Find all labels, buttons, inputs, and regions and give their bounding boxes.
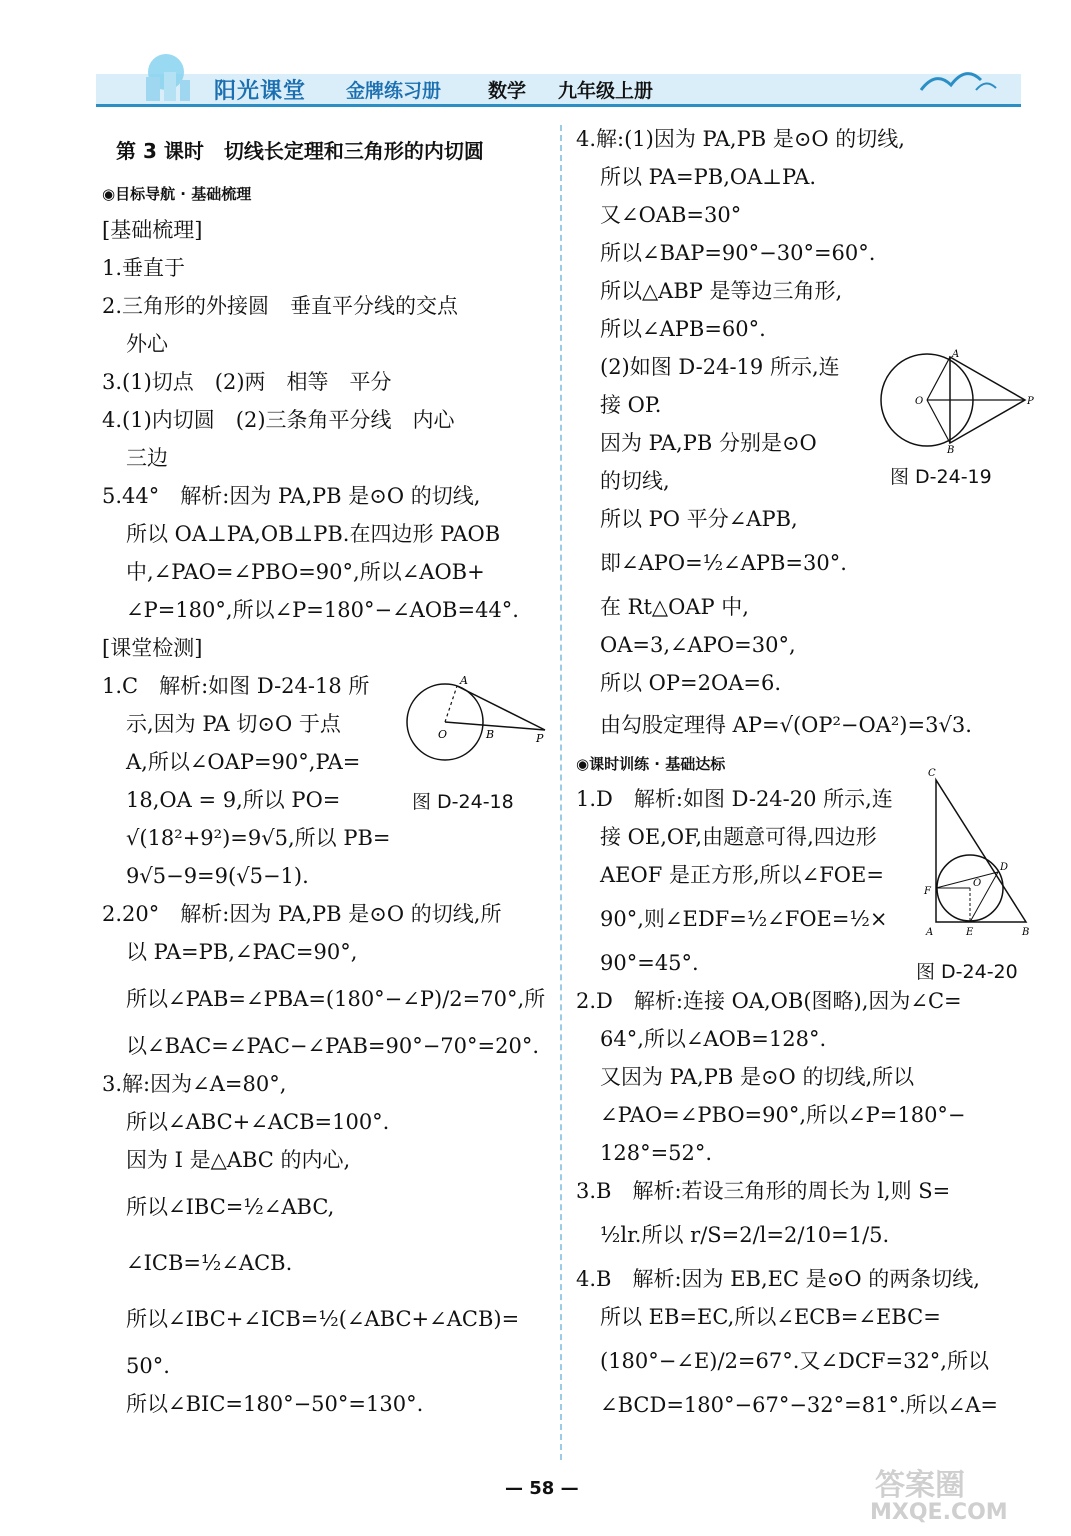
answer-line: 所以∠BAP=90°−30°=60°. (600, 241, 876, 265)
answer-line: 所以 PO 平分∠APB, (600, 507, 798, 531)
answer-line: 所以 OP=2OA=6. (600, 671, 781, 695)
answer-line: 又∠OAB=30° (600, 203, 742, 227)
answer-line: 所以 OA⊥PA,OB⊥PB.在四边形 PAOB (126, 522, 501, 546)
figure-d-24-19 (875, 345, 1035, 455)
figure-caption: 图 D-24-19 (890, 466, 992, 488)
answer-line: 9√5−9=9(√5−1). (126, 864, 309, 888)
point-label: O (973, 878, 982, 889)
answer-line: 50°. (126, 1354, 170, 1378)
answer-line: 4.(1)内切圆 (2)三条角平分线 内心 (102, 408, 455, 432)
segment-fd (936, 872, 998, 888)
point-label: P (1027, 396, 1034, 407)
grade-label: 九年级上册 (558, 80, 654, 102)
figure-d-24-20 (918, 760, 1038, 940)
answer-line: 以 PA=PB,∠PAC=90°, (126, 940, 358, 964)
section-heading: ◉课时训练 · 基础达标 (576, 755, 726, 773)
point-label: B (486, 728, 495, 741)
answer-line: 所以∠BIC=180°−50°=130°. (126, 1392, 424, 1416)
answer-line: 1.垂直于 (102, 256, 186, 280)
triangle-abc (936, 780, 1026, 922)
answer-line: 所以∠APB=60°. (600, 317, 766, 341)
answer-line: 4.B 解析:因为 EB,EC 是⊙O 的两条切线, (576, 1267, 980, 1291)
answer-line: 18,OA = 9,所以 PO= (126, 788, 341, 812)
answer-line: 2.D 解析:连接 OA,OB(图略),因为∠C= (576, 989, 962, 1013)
answer-line: (2)如图 D-24-19 所示,连 (600, 355, 840, 379)
point-label: P (536, 732, 544, 745)
point-label: B (1022, 927, 1030, 938)
subject-label: 数学 (488, 80, 527, 102)
answer-line: ∠P=180°,所以∠P=180°−∠AOB=44°. (126, 598, 519, 622)
answer-line: A,所以∠OAP=90°,PA= (126, 750, 361, 774)
answer-line: √(18²+9²)=9√5,所以 PB= (126, 826, 391, 850)
answer-line: 因为 I 是△ABC 的内心, (126, 1148, 351, 1172)
point-label: O (438, 728, 448, 741)
answer-line: 3.B 解析:若设三角形的周长为 l,则 S= (576, 1179, 951, 1203)
answer-line: 2.20° 解析:因为 PA,PB 是⊙O 的切线,所 (102, 902, 502, 926)
answer-line: 因为 PA,PB 分别是⊙O (600, 431, 817, 455)
answer-line: 1.C 解析:如图 D-24-18 所 (102, 674, 370, 698)
answer-line: ½lr.所以 r/S=2/l=2/10=1/5. (600, 1223, 890, 1247)
answer-line: 3.解:因为∠A=80°, (102, 1072, 287, 1096)
watermark-url: MXQE.COM (870, 1500, 1008, 1525)
answer-line: 128°=52°. (600, 1141, 713, 1165)
point-label: A (460, 674, 468, 687)
radius-oa (445, 686, 457, 722)
page-header (96, 60, 1026, 110)
seagull-icon (916, 60, 1006, 100)
page-number: — 58 — (505, 1478, 579, 1499)
point-label: D (1000, 862, 1009, 873)
figure-caption: 图 D-24-20 (916, 961, 1018, 983)
answer-line: 三边 (126, 446, 168, 470)
answer-line: 所以∠IBC=½∠ABC, (126, 1195, 335, 1219)
point-label: A (952, 349, 960, 360)
point-label: E (966, 927, 974, 938)
answer-line: 3.(1)切点 (2)两 相等 平分 (102, 370, 392, 394)
answer-line: 1.D 解析:如图 D-24-20 所示,连 (576, 787, 893, 811)
lesson-title: 第 3 课时 切线长定理和三角形的内切圆 (116, 139, 484, 163)
answer-line: OA=3,∠APO=30°, (600, 633, 796, 657)
answer-line: 的切线, (600, 469, 670, 493)
sun-logo-icon (136, 42, 216, 102)
answer-line: 90°,则∠EDF=½∠FOE=½× (600, 907, 888, 931)
answer-line: 在 Rt△OAP 中, (600, 595, 749, 619)
series-title: 金牌练习册 (346, 80, 442, 102)
answer-line: ∠BCD=180°−67°−32°=81°.所以∠A= (600, 1393, 998, 1417)
column-divider (560, 125, 562, 1460)
answer-line: 所以∠PAB=∠PBA=(180°−∠P)/2=70°,所 (126, 987, 546, 1011)
answer-line: 所以△ABP 是等边三角形, (600, 279, 843, 303)
answer-line: 又因为 PA,PB 是⊙O 的切线,所以 (600, 1065, 915, 1089)
answer-line: ∠PAO=∠PBO=90°,所以∠P=180°− (600, 1103, 966, 1127)
answer-line: 所以 EB=EC,所以∠ECB=∠EBC= (600, 1305, 941, 1329)
answer-line: AEOF 是正方形,所以∠FOE= (600, 863, 884, 887)
answer-line: 2.三角形的外接圆 垂直平分线的交点 (102, 294, 459, 318)
point-label: A (926, 927, 934, 938)
answer-line: 示,因为 PA 切⊙O 于点 (126, 712, 341, 736)
answer-line: 所以 PA=PB,OA⊥PA. (600, 165, 817, 189)
left-column (102, 125, 552, 1423)
answer-line: 90°=45°. (600, 951, 699, 975)
answer-line: 5.44° 解析:因为 PA,PB 是⊙O 的切线, (102, 484, 481, 508)
point-label: B (947, 445, 955, 455)
point-label: C (928, 768, 936, 779)
answer-line: 中,∠PAO=∠PBO=90°,所以∠AOB+ (126, 560, 485, 584)
answer-line: ∠ICB=½∠ACB. (126, 1251, 293, 1275)
answer-line: 64°,所以∠AOB=128°. (600, 1027, 827, 1051)
answer-line: 由勾股定理得 AP=√(OP²−OA²)=3√3. (600, 713, 972, 737)
point-label: F (924, 886, 931, 897)
answer-line: 接 OP. (600, 393, 662, 417)
watermark-logo: 答案圈 (875, 1468, 965, 1503)
subsection-heading: [课堂检测] (102, 636, 203, 660)
radius-ob (927, 400, 950, 443)
answer-line: (180°−∠E)/2=67°.又∠DCF=32°,所以 (600, 1349, 989, 1373)
section-heading: ◉目标导航 · 基础梳理 (102, 185, 252, 203)
answer-line: 接 OE,OF,由题意可得,四边形 (600, 825, 877, 849)
answer-line: 所以∠ABC+∠ACB=100°. (126, 1110, 390, 1134)
answer-line: 以∠BAC=∠PAC−∠PAB=90°−70°=20°. (126, 1034, 540, 1058)
point-label: O (915, 396, 924, 407)
figure-caption: 图 D-24-18 (412, 791, 514, 813)
brand-title: 阳光课堂 (214, 79, 307, 104)
answer-line: 4.解:(1)因为 PA,PB 是⊙O 的切线, (576, 127, 905, 151)
answer-line: 即∠APO=½∠APB=30°. (600, 551, 847, 575)
subsection-heading: [基础梳理] (102, 218, 203, 242)
radius-oa (927, 357, 950, 400)
answer-line: 外心 (126, 332, 168, 356)
answer-line: 所以∠IBC+∠ICB=½(∠ABC+∠ACB)= (126, 1307, 520, 1331)
figure-d-24-18 (400, 670, 550, 770)
